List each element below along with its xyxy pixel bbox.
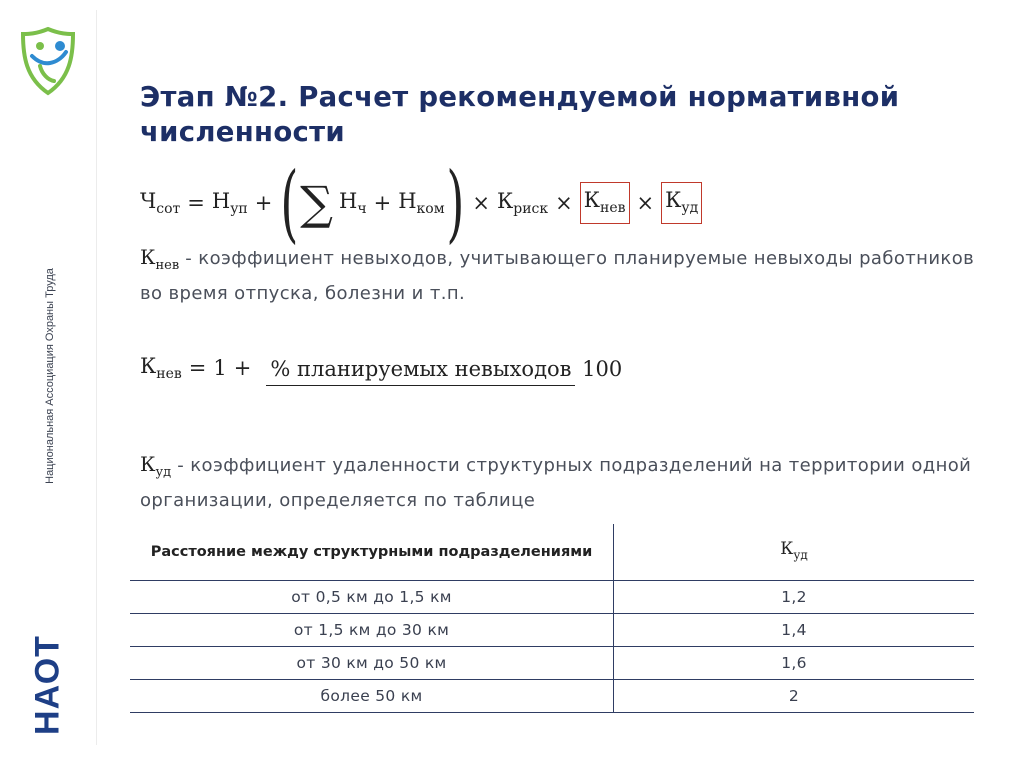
distance-cell: более 50 км <box>130 680 614 713</box>
table-row <box>130 581 974 614</box>
brand-wordmark: НАОТ <box>28 635 67 735</box>
header-distance: Расстояние между структурными подразделениями <box>130 524 614 581</box>
page-title: Этап №2. Расчет рекомендуемой нормативной численности <box>140 81 900 148</box>
knev-description: $К_{нев}$ - коэффициент невыходов, учитывающего планируемые невыходы работников во время отпуска, болезни и т.п. <box>140 245 975 304</box>
coef-cell: 1,6 <box>614 647 975 680</box>
formula-term-nch: Нч <box>339 189 367 217</box>
sigma-symbol: ∑ <box>300 176 333 230</box>
table-row <box>130 614 974 647</box>
coef-cell: 1,4 <box>614 614 975 647</box>
distance-cell: от 30 км до 50 км <box>130 647 614 680</box>
sidebar-divider <box>96 10 97 745</box>
formula-lhs: Чсот <box>140 189 181 217</box>
knev-symbol: $К_{нев}$ <box>140 245 180 273</box>
coef-cell: 1,2 <box>614 581 975 614</box>
formula-term-nup: Нуп <box>211 189 248 217</box>
close-paren: ) <box>445 154 465 252</box>
formula-term-knev-highlighted: Кнев <box>580 182 630 224</box>
knev-formula-lhs: Кнев <box>140 354 182 382</box>
distance-coefficient-table <box>130 524 974 713</box>
formula-term-krisk: Криск <box>497 189 549 217</box>
kud-description: $К_{уд}$ - коэффициент удаленности структурных подразделений на территории одной организации, определяется по таблице <box>140 452 972 511</box>
shield-person-logo-icon <box>20 26 76 96</box>
fraction-numerator: % планируемых невыходов <box>266 357 575 386</box>
fraction-denominator: 100 <box>582 356 623 381</box>
distance-cell: от 1,5 км до 30 км <box>130 614 614 647</box>
coef-cell: 2 <box>614 680 975 713</box>
open-paren: ( <box>280 154 299 252</box>
formula-term-nkom: Нком <box>398 189 445 217</box>
distance-cell: от 0,5 км до 1,5 км <box>130 581 614 614</box>
formula-term-kud-highlighted: Куд <box>661 182 702 224</box>
table-header-row <box>130 524 974 581</box>
table-row <box>130 647 974 680</box>
knev-formula: Кнев = 1 + % планируемых невыходов 100 <box>140 326 622 410</box>
kud-symbol: $К_{уд}$ <box>140 452 172 480</box>
organization-name: Национальная Ассоциация Охраны Труда <box>44 268 56 484</box>
header-coefficient: $К_{уд}$ <box>614 524 975 581</box>
staffing-formula: Чсот = Нуп + ( ∑ Нч + Нком ) × Криск × Кнев × Куд <box>140 158 702 248</box>
fraction <box>266 351 622 386</box>
table-row <box>130 680 974 713</box>
